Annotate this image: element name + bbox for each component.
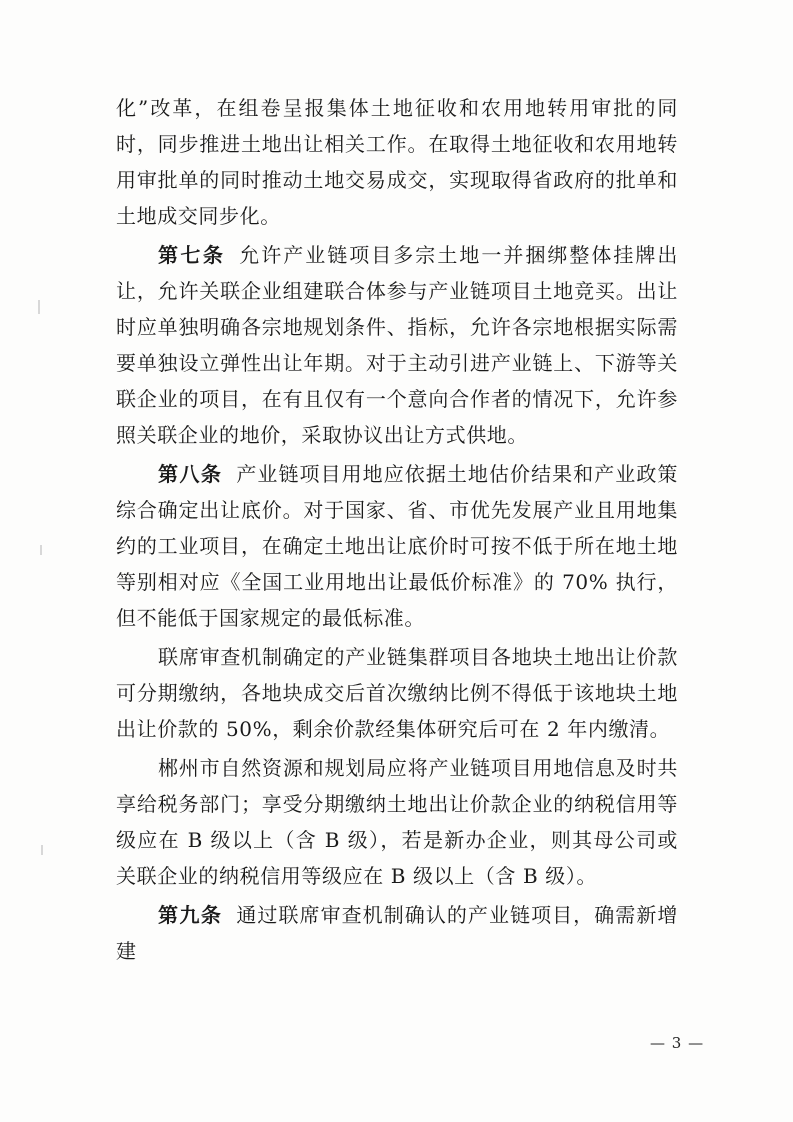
article-7-paragraph [116,237,678,453]
paragraph-text: 通过联席审查机制确认的产业链项目，确需新增建 [116,903,678,963]
scan-artifact-mark [41,845,43,855]
body-text [116,90,678,969]
scan-artifact-mark [40,545,42,555]
installment-payment-paragraph [116,639,678,747]
paragraph-continuation [116,90,678,234]
tax-credit-paragraph [116,750,678,894]
paragraph-text: 允许产业链项目多宗土地一并捆绑整体挂牌出让，允许关联企业组建联合体参与产业链项目土地竞买。出让时应单独明确各宗地规划条件、指标，允许各宗地根据实际需要单独设立弹性出让年期。对于主动引进产业链上、下游等关联企业的项目，在有且仅有一个意向合作者的情况下，允许参照关联企业的地价，采取协议出让方式供地。 [116,243,679,447]
scan-artifact-mark [38,300,40,314]
article-heading: 第九条 [158,903,223,927]
paragraph-text: 产业链项目用地应依据土地估价结果和产业政策综合确定出让底价。对于国家、省、市优先发展产业且用地集约的工业项目，在确定土地出让底价时可按不低于所在地土地等别相对应《全国工业用地出让最低价标准》的 70% 执行，但不能低于国家规定的最低标准。 [116,462,678,630]
paragraph-text: 化”改革，在组卷呈报集体土地征收和农用地转用审批的同时，同步推进土地出让相关工作。在取得土地征收和农用地转用审批单的同时推动土地交易成交，实现取得省政府的批单和土地成交同步化。 [116,96,678,228]
article-9-paragraph [116,897,678,969]
article-heading: 第八条 [158,462,223,486]
paragraph-text: 郴州市自然资源和规划局应将产业链项目用地信息及时共享给税务部门；享受分期缴纳土地出让价款企业的纳税信用等级应在 B 级以上（含 B 级），若是新办企业，则其母公司或关联企业的纳税信用等级应在 B 级以上（含 B 级）。 [116,756,678,888]
page-number: — 3 — [650,1034,705,1052]
paragraph-text: 联席审查机制确定的产业链集群项目各地块土地出让价款可分期缴纳，各地块成交后首次缴纳比例不得低于该地块土地出让价款的 50%，剩余价款经集体研究后可在 2 年内缴清。 [116,645,678,741]
article-heading: 第七条 [158,243,226,267]
article-8-paragraph [116,456,678,636]
